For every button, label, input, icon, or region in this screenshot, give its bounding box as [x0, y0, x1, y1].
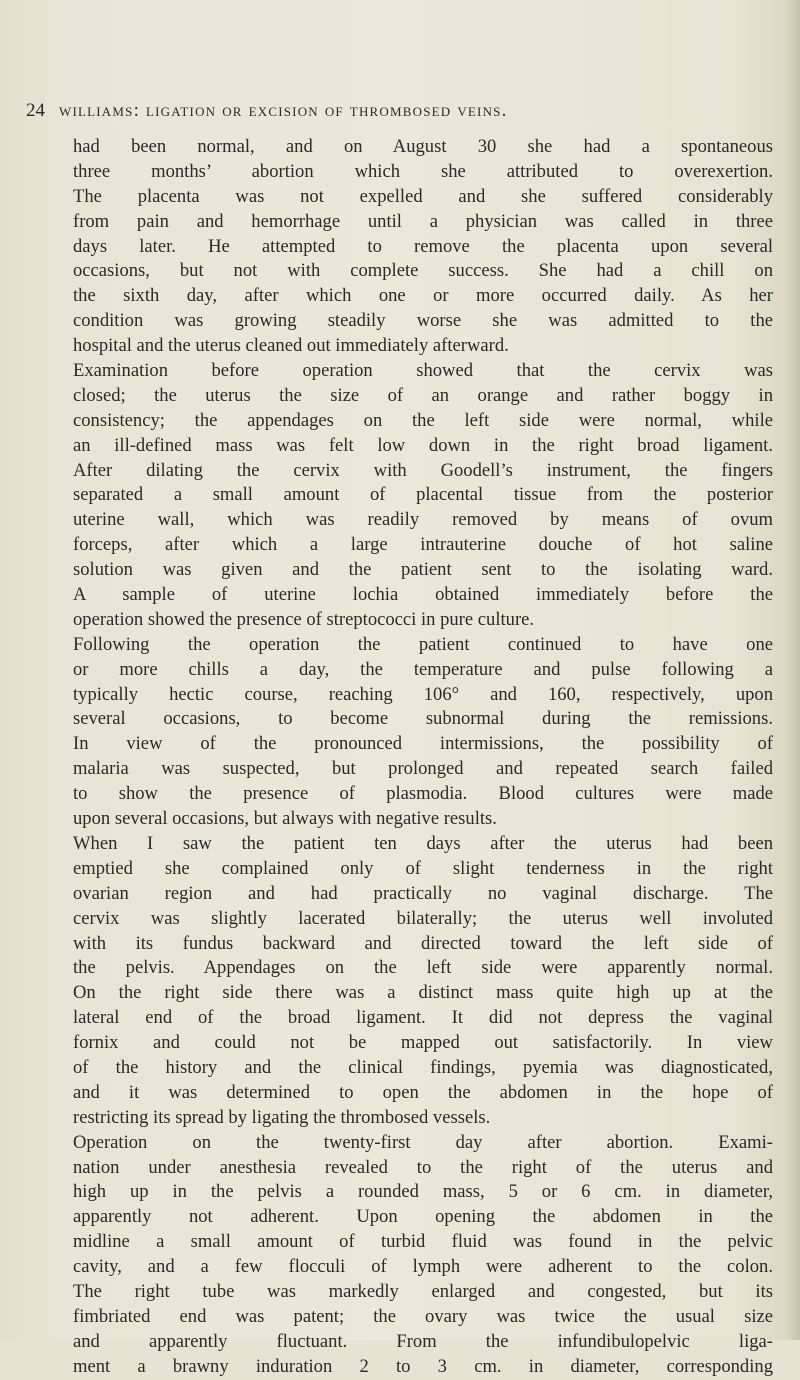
text-line: uterine wall, which was readily removed by means of ovum	[73, 509, 773, 531]
text-line: the sixth day, after which one or more occurred daily. As her	[73, 285, 773, 307]
text-line: When I saw the patient ten days after the uterus had been	[73, 832, 773, 854]
text-line: ovarian region and had practically no vaginal discharge. The	[73, 882, 773, 904]
text-line: solution was given and the patient sent to the isolating ward.	[73, 559, 773, 581]
text-line: operation showed the presence of streptococci in pure culture.	[73, 608, 535, 630]
text-line: an ill-defined mass was felt low down in the right broad ligament.	[73, 434, 773, 456]
text-line: fimbriated end was patent; the ovary was twice the usual size	[73, 1305, 773, 1327]
text-line: In view of the pronounced intermissions, the possibility of	[73, 733, 773, 755]
text-line: and it was determined to open the abdomen in the hope of	[73, 1081, 773, 1103]
running-head	[26, 100, 508, 122]
text-line: lateral end of the broad ligament. It did not depress the vaginal	[73, 1007, 773, 1029]
text-line: the pelvis. Appendages on the left side were apparently normal.	[73, 957, 773, 979]
text-line: consistency; the appendages on the left side were normal, while	[73, 409, 773, 431]
text-line: occasions, but not with complete success. She had a chill on	[73, 260, 773, 282]
page-number: 24	[26, 100, 45, 121]
text-line: had been normal, and on August 30 she had a spontaneous	[73, 136, 773, 157]
text-line: of the history and the clinical findings, pyemia was diagnosticated,	[73, 1056, 773, 1078]
text-line: The right tube was markedly enlarged and congested, but its	[73, 1280, 773, 1302]
text-line: emptied she complained only of slight tenderness in the right	[73, 857, 773, 879]
text-line: The placenta was not expelled and she suffered considerably	[73, 185, 773, 207]
text-line: nation under anesthesia revealed to the right of the uterus and	[73, 1156, 773, 1178]
text-line: from pain and hemorrhage until a physician was called in three	[73, 210, 773, 232]
text-line: high up in the pelvis a rounded mass, 5 or 6 cm. in diameter,	[73, 1181, 773, 1203]
text-line: A sample of uterine lochia obtained immediately before the	[73, 584, 773, 606]
text-line: cervix was slightly lacerated bilaterally; the uterus well involuted	[73, 907, 773, 929]
text-line: several occasions, to become subnormal during the remissions.	[73, 708, 773, 730]
text-line: three months’ abortion which she attributed to overexertion.	[73, 160, 773, 182]
text-line: or more chills a day, the temperature and pulse following a	[73, 658, 773, 680]
text-line: Following the operation the patient continued to have one	[73, 633, 773, 655]
text-line: condition was growing steadily worse she was admitted to the	[73, 310, 773, 332]
text-line: separated a small amount of placental tissue from the posterior	[73, 484, 773, 506]
text-line: On the right side there was a distinct mass quite high up at the	[73, 982, 773, 1004]
text-line: days later. He attempted to remove the placenta upon several	[73, 235, 773, 257]
body-text	[73, 135, 773, 1380]
running-title: williams: ligation or excision of thrombosed veins.	[59, 100, 508, 121]
text-line: to show the presence of plasmodia. Blood cultures were made	[73, 783, 773, 805]
text-line: restricting its spread by ligating the thrombosed vessels.	[73, 1106, 491, 1128]
text-line: forceps, after which a large intrauterine douche of hot saline	[73, 534, 773, 556]
text-line: Operation on the twenty-first day after abortion. Exami-	[73, 1131, 773, 1153]
text-line: cavity, and a few flocculi of lymph were adherent to the colon.	[73, 1256, 773, 1278]
text-line: and apparently fluctuant. From the infundibulopelvic liga-	[73, 1330, 773, 1352]
page-edge-shadow	[786, 0, 800, 1340]
text-line: midline a small amount of turbid fluid was found in the pelvic	[73, 1231, 773, 1253]
text-line: typically hectic course, reaching 106° and 160, respectively, upon	[73, 683, 773, 705]
text-line: upon several occasions, but always with negative results.	[73, 808, 497, 830]
text-line: fornix and could not be mapped out satisfactorily. In view	[73, 1032, 773, 1054]
text-line: closed; the uterus the size of an orange and rather boggy in	[73, 384, 773, 406]
text-line: Examination before operation showed that the cervix was	[73, 360, 773, 382]
text-line: hospital and the uterus cleaned out immediately afterward.	[73, 335, 509, 357]
text-line: apparently not adherent. Upon opening the abdomen in the	[73, 1206, 773, 1228]
text-line: malaria was suspected, but prolonged and repeated search failed	[73, 758, 773, 780]
text-line: ment a brawny induration 2 to 3 cm. in diameter, corresponding	[73, 1355, 773, 1377]
text-line: After dilating the cervix with Goodell’s instrument, the fingers	[73, 459, 773, 481]
text-line: with its fundus backward and directed toward the left side of	[73, 932, 773, 954]
